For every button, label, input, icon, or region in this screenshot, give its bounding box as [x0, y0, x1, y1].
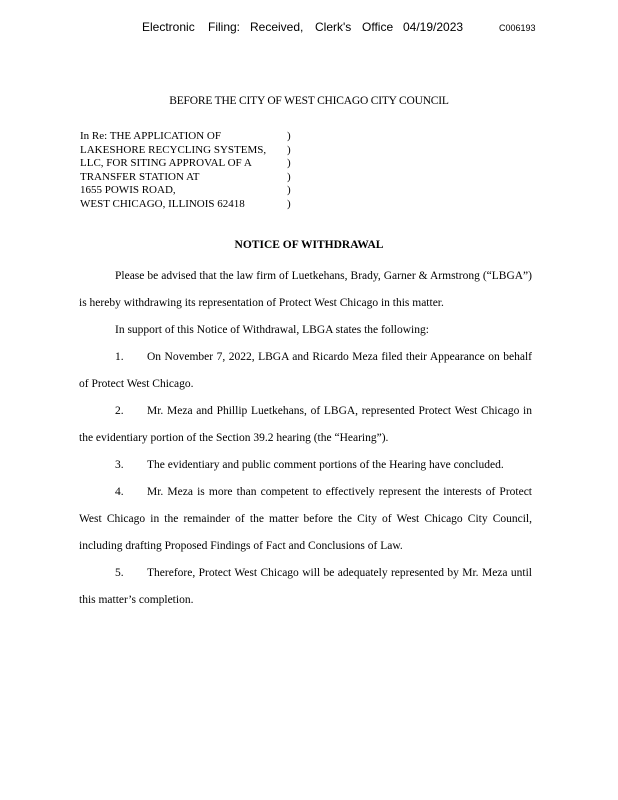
paragraph-text: On November 7, 2022, LBGA and Ricardo Meza filed their Appearance on behalf of Protect West Chicago.: [79, 351, 532, 390]
caption-paren: ): [287, 143, 291, 156]
stamp-word: Office: [362, 20, 394, 34]
paragraph-number: 3.: [115, 459, 124, 471]
paragraph-number: 5.: [115, 567, 124, 579]
paragraph-number: 1.: [115, 351, 124, 363]
numbered-paragraph: [79, 479, 532, 560]
caption-line: WEST CHICAGO, ILLINOIS 62418: [80, 197, 245, 210]
caption-paren: ): [287, 170, 291, 183]
caption-paren: ): [287, 197, 291, 210]
document-title: NOTICE OF WITHDRAWAL: [234, 239, 384, 251]
stamp-word: Clerk's: [315, 20, 352, 34]
paragraph-number: 4.: [115, 486, 124, 498]
caption-line: TRANSFER STATION AT: [80, 170, 200, 183]
numbered-paragraph: [79, 560, 532, 614]
document-body: [79, 263, 532, 614]
caption-line: LAKESHORE RECYCLING SYSTEMS,: [80, 143, 267, 156]
paragraph-text: Therefore, Protect West Chicago will be adequately represented by Mr. Meza until this matter’s completion.: [79, 567, 532, 606]
caption-paren: ): [287, 157, 291, 170]
court-heading: BEFORE THE CITY OF WEST CHICAGO CITY COUNCIL: [169, 95, 449, 107]
caption-line: LLC, FOR SITING APPROVAL OF A: [80, 157, 252, 170]
case-caption: [80, 130, 266, 212]
support-line: In support of this Notice of Withdrawal, LBGA states the following:: [115, 324, 429, 336]
caption-parentheses: [287, 130, 291, 212]
numbered-paragraph: [79, 344, 532, 398]
paragraph-number: 2.: [115, 405, 124, 417]
numbered-paragraph: [79, 452, 532, 479]
paragraph-text: The evidentiary and public comment portions of the Hearing have concluded.: [147, 459, 504, 471]
paragraph-text: Mr. Meza and Phillip Luetkehans, of LBGA, represented Protect West Chicago in the evidentiary portion of the Section 39.2 hearing (the “Hearing”).: [79, 405, 532, 444]
caption-line: In Re: THE APPLICATION OF: [80, 130, 221, 142]
stamp-word: Electronic: [142, 20, 195, 34]
caption-paren: ): [287, 130, 291, 142]
caption-line: 1655 POWIS ROAD,: [80, 184, 176, 197]
caption-paren: ): [287, 184, 291, 197]
stamp-word: Received,: [250, 20, 304, 34]
numbered-paragraph: [79, 398, 532, 452]
stamp-date: 04/19/2023: [403, 20, 464, 34]
intro-paragraph: Please be advised that the law firm of Luetkehans, Brady, Garner & Armstrong (“LBGA”) is hereby withdrawing its representation of Protect West Chicago in this matter.: [79, 270, 532, 309]
document-id: C006193: [499, 23, 536, 33]
stamp-word: Filing:: [208, 20, 241, 34]
paragraph-text: Mr. Meza is more than competent to effectively represent the interests of Protect West Chicago in the remainder of the matter before the City of West Chicago City Council, including drafting Proposed Findings of Fact and Conclusions of Law.: [79, 486, 532, 552]
